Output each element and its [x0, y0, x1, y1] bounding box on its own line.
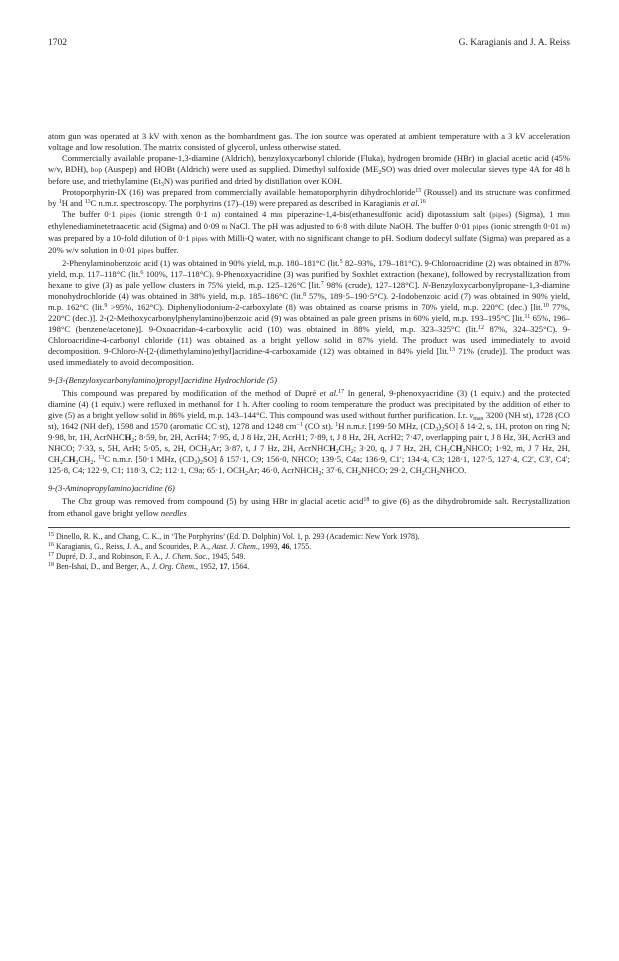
- footnote-15: $^{15}$ Dinello, R. K., and Chang, C. K., in ‘The Porphyrins’ (Ed. D. Dolphin) Vol. 1, p. 293 (Academic: New York 1978).: [48, 531, 420, 541]
- section-heading-compound-6: 9-(3-Aminopropylamino)acridine (6): [48, 483, 175, 494]
- footnote-divider: [48, 527, 570, 528]
- paragraph-compound-6: The Cbz group was removed from compound (5) by using HBr in glacial acetic acid$^{18}$ to give (6) as the dihydrobromide salt. Recrystallization from ethanol gave bright yellow needles: [48, 496, 571, 518]
- paragraph-porphyrins: Protoporphyrin-IX (16) was prepared from commercially available hematoporphyrin dihydrochloride$^{15}$ (Roussel) and its structure was confirmed by $^1$H and $^{13}$C n.m.r. spectroscopy. The porphyrins (17)–(19) were prepared as described in Karagianis et al.$^{16}$: [48, 187, 570, 209]
- running-head-authors: G. Karagianis and J. A. Reiss: [458, 38, 570, 48]
- section-heading-compound-5: 9-[3-(Benzyloxycarbonylamino)propyl]acridine Hydrochloride (5): [48, 374, 277, 385]
- footnote-16: $^{16}$ Karagianis, G., Reiss, J. A., and Scourides, P. A., Aust. J. Chem., 1993, 46, 1755.: [48, 541, 312, 551]
- paragraph-instrument: atom gun was operated at 3 kV with xenon as the bombardment gas. The ion source was operated at ambient temperature with a 3 kV acceleration voltage and low resolution. The matrix consisted of glycerol, unless otherwise stated.: [48, 131, 570, 153]
- footnote-18: $^{18}$ Ben-Ishai, D., and Berger, A., J. Org. Chem., 1952, 17, 1564.: [48, 562, 250, 572]
- paragraph-compound-5: This compound was prepared by modification of the method of Dupré et al.$^{17}$ In general, 9-phenoxyacridine (3) (1 equiv.) and the protected diamine (4) (1 equiv.) were refluxed in methanol for 1 h. After cooling to room temperature the product was precipitated by the addition of ether to give (5) as a bright yellow solid in 86% yield, m.p. 143–144°C. This compound was used without further purification. I.r. $\nu_{max}$ 3200 (NH st), 1728 (CO st), 1642 (NH def), 1598 and 1570 (aromatic CC st), 1278 and 1248 $cm^{-1}$ (CO st). $^1$H n.m.r. [199·50 MHz, $(CD_3)_2SO$] δ 14·2, s, 1H, proton on ring N; 9·98, br, 1H, AcrNHCH$_2$; 8·59, br, 2H, AcrH4; 7·95, d, J 8 Hz, 2H, AcrH1; 7·89, t, J 8 Hz, 2H, AcrH2; 7·47, overlapping pair t, J 8 Hz, 3H, AcrH3 and NHCO; 7·33, s, 5H, ArH; 5·05, s, 2H, $OCH_2Ar$; 3·87, t, J 7 Hz, 2H, $AcrNHCH_2CH_2$; 3·20, q, J 7 Hz, 2H, $CH_2CH_2NHCO$; 1·92, m, J 7 Hz, 2H, $CH_2CH_2CH_2$. $^{13}$C n.m.r. [50·1 MHz, $(CD_3)_2SO$] δ 157·1, C9; 156·0, NHCO; 139·5, C4a; 136·9, C1′; 134·4, C3; 128·1, 127·5, 127·4, C2′, C3′, C4′; 125·8, C4; 122·9, C1; 118·3, C2; 112·1, C9a; 65·1, $OCH_2Ar$; 46·0, AcrNHCH$_2$; 37·6, $CH_2NHCO$; 29·2, $CH_2CH_2NHCO$.: [48, 388, 570, 478]
- paragraph-syntheses: 2-Phenylaminobenzoic acid (1) was obtained in 90% yield, m.p. 180–181°C (lit.$^5$ 82–93%, 179–181°C). 9-Chloroacridine (2) was obtained in 87% yield, m.p. 117–118°C (lit.$^6$ 100%, 117–118°C). 9-Phenoxyacridine (3) was purified by Soxhlet extraction (hexane), followed by recrystallization from hexane to give (3) as pale yellow clusters in 75% yield, m.p. 125–126°C [lit.$^7$ 98% (crude), 127–128°C]. N-Benzyloxycarbonylpropane-1,3-diamine monohydrochloride (4) was obtained in 38% yield, m.p. 185–186°C (lit.$^8$ 57%, 189·5–190·5°C). 2-Iodobenzoic acid (7) was obtained in 90% yield, m.p. 162°C (lit.$^9$ >95%, 162°C). Diphenyliodonium-2-carboxylate (8) was obtained as coarse prisms in 70% yield, m.p. 220°C (dec.) [lit.$^{10}$ 77%, 220°C (dec.)]. 2-(2-Methoxycarbonylphenylamino)benzoic acid (9) was obtained as pale green prisms in 60% yield, m.p. 193–195°C [lit.$^{11}$ 65%, 196–198°C (benzene/acetone)]. 9-Oxoacridan-4-carboxylic acid (10) was obtained in 88% yield, m.p. 323–325°C (lit.$^{12}$ 87%, 324–325°C). 9-Chloroacridine-4-carbonyl chloride (11) was obtained as a bright yellow solid in 87% yield. The product was used immediately to avoid decomposition. 9-Chloro-N-[2-(dimethylamino)ethyl]acridine-4-carboxamide (12) was obtained in 84% yield [lit.$^{13}$ 71% (crude)]. The product was used immediately to avoid decomposition.: [48, 257, 571, 367]
- running-header: [48, 38, 570, 52]
- paragraph-materials: Commercially available propane-1,3-diamine (Aldrich), benzyloxycarbonyl chloride (Fluka), hydrogen bromide (HBr) in glacial acetic acid (45% w/v, BDH), bop (Auspep) and HOBt (Aldrich) were used as supplied. Dimethyl sulfoxide $(ME_2SO)$ was dried over molecular sieves type 4A for 48 h before use, and triethylamine $(Et_3N)$ was purified and dried by distillation over KOH.: [48, 153, 570, 189]
- page-number: 1702: [48, 38, 67, 48]
- paragraph-buffers: The buffer 0·1 pipes (ionic strength 0·1 m) contained 4 mm piperazine-1,4-bis(ethanesulfonic acid) dipotassium salt (pipes) (Sigma), 1 mm ethylenediaminetetraacetic acid (Sigma) and 0·09 m NaCl. The pH was adjusted to 6·8 with dilute NaOH. The buffer 0·01 pipes (ionic strength 0·01 m) was prepared by a 10-fold dilution of 0·1 pipes with Milli-Q water, with no significant change to pH. Sodium dodecyl sulfate (Sigma) was prepared as a 20% w/v solution in 0·01 pipes buffer.: [48, 209, 571, 256]
- article-body: [48, 131, 570, 572]
- footnote-17: $^{17}$ Dupré, D. J., and Robinson, F. A., J. Chem. Soc., 1945, 549.: [48, 551, 246, 561]
